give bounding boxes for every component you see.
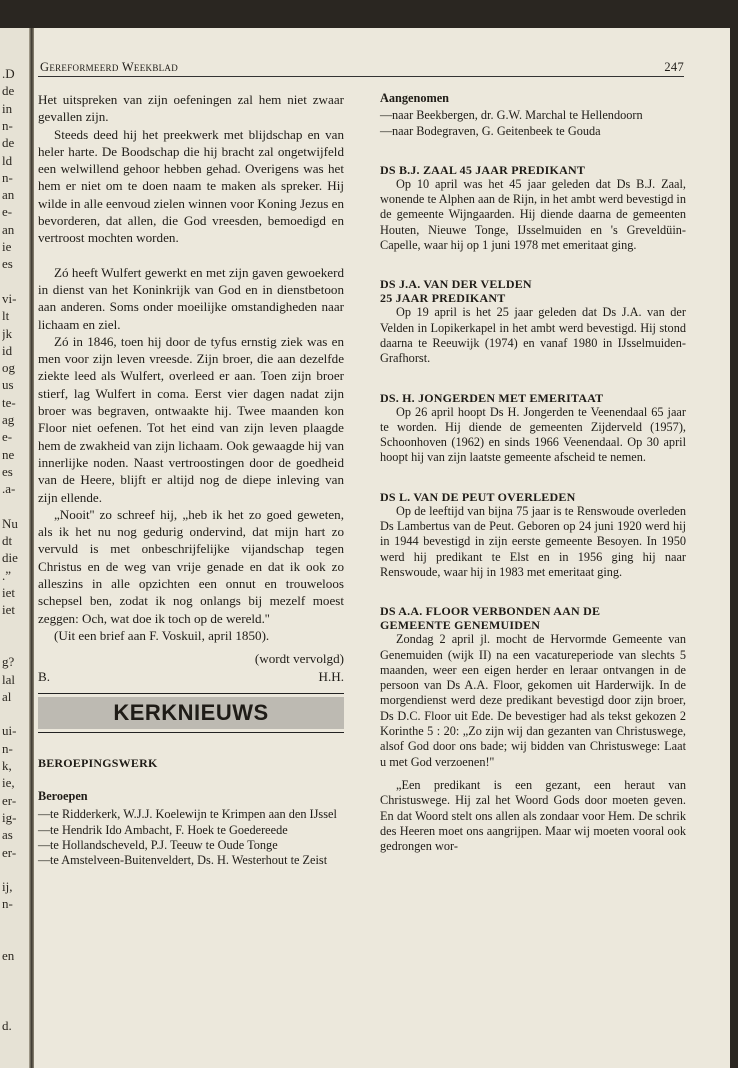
prev-page-fragment: iet [2,585,15,600]
prev-page-fragment: d. [2,1017,12,1033]
article-title: DS B.J. ZAAL 45 JAAR PREDIKANT [380,162,586,177]
prev-page-fragment: n- [2,117,13,133]
signature-left: B. [38,668,51,684]
section-banner [38,693,344,733]
right-column [380,91,686,854]
source-note: (Uit een brief aan F. Voskuil, april 1850). [54,627,270,643]
prev-page-fragment: Nu [2,515,18,531]
prev-page-fragment: ij, [2,879,13,895]
publication-title: Gereformeerd Weekblad [40,60,179,74]
prev-page-fragment: n- [2,896,13,912]
prev-page-fragment: an [2,187,15,203]
article-body: „Een predikant is een gezant, een heraut van Christuswege. Hij zal het Woord Gods door moeten geven. En dat Woord stelt ons allen als zondaar voor Hem. De schrik des Heeren moet ons aangrijpen. Maar wij moeten vooral ook gedrongen wor- [380,777,686,854]
prev-page-fragment: k, [2,758,12,773]
prev-page-fragment: e- [2,204,13,220]
article-body: Op 26 april hoopt Ds H. Jongerden te Veenendaal 65 jaar te worden. Hij diende de gemeenten Zijderveld (1957), Schoonhoven (1962) en sinds 1966 Veenendaal. Op 30 april hoopt hij van zijn laatste gemeente afscheid te nemen. [380,404,686,465]
signature-line [38,668,344,685]
quote-paragraph: „Nooit'' zo schreef hij, „heb ik het zo goed geweten, als ik het nu nog gedurig ondervind, dat mijn hart zo vervuld is met onbeschrijfelijke vijandschap tegen Christus en de weg van vrije genade en dat ik ook zo alleszins in alle opzichten een onnut en trouweloos schepsel ben, zodat ik nog onlangs bij mezelf moest zeggen: Och, wat doe ik toch op de wereld.'' [38,506,344,626]
prev-page-fragment: de [2,83,15,99]
subheading-beroepen: Beroepen [38,789,88,804]
prev-page-fragment: .a- [2,481,16,497]
article-title: DS J.A. VAN DER VELDEN [380,277,532,292]
list-item: —te Amstelveen-Buitenveldert, Ds. H. Westerhout te Zeist [38,853,328,868]
prev-page-fragment: in [2,100,13,116]
list-item: —te Ridderkerk, W.J.J. Koelewijn te Krimpen aan den IJssel [38,807,337,822]
prev-page-fragment: en [2,948,15,964]
prev-page-fragment: .D [2,66,15,81]
prev-page-fragment: dt [2,533,13,549]
article-body: Zondag 2 april jl. mocht de Hervormde Gemeente van Genemuiden (wijk II) na een vacatureperiode van slechts 5 maanden, weer een eigen herder en leraar ontvangen in de persoon van Ds A.A. Floor, gekomen uit Harderwijk. In de morgendienst werd deze predikant bevestigd door zijn broer, Ds D.C. Floor uit Ede. De bevestiger had als tekst gekozen 2 Korinthe 5 : 20: „Zo zijn wij dan gezanten van Christuswege, alsof God door ons bade; wij bidden van Christuswege: Laat u met God verzoenen!'' [380,632,686,769]
article-title: DS A.A. FLOOR VERBONDEN AAN DE [380,604,601,619]
prev-page-fragment: id [2,342,13,358]
prev-page-fragment: ie [2,239,12,254]
prev-page-fragment: e- [2,429,13,445]
article-body: Op 10 april was het 45 jaar geleden dat Ds B.J. Zaal, wonende te Alphen aan de Rijn, in het ambt werd bevestigd in de gemeente Wijngaarden. Hij diende daarna de gemeenten Houten, Nieuwe Tonge, IJsselmuiden en 's Greveldüin-Capelle, waar hij op 1 juni 1978 met emeritaat ging. [380,176,686,253]
list-item: —te Hendrik Ido Ambacht, F. Hoek te Goedereede [38,822,288,837]
article-title: GEMEENTE GENEMUIDEN [380,618,541,633]
paragraph: Zó heeft Wulfert gewerkt en met zijn gaven gewoekerd in dienst van het Koninkrijk van God en in dienstbetoon aan anderen. Soms onder moeilijke omstandigheden naar lichaam en ziel. [38,264,344,332]
article-body: Op de leeftijd van bijna 75 jaar is te Renswoude overleden Ds Lambertus van de Peut. Geboren op 24 juni 1920 werd hij in 1944 bevestigd in zijn eerste gemeente Besoyen. In 1950 werd hij predikant te Elst en in 1956 ging hij naar Renswoude, waar hij in 1983 met emeritaat ging. [380,503,686,579]
prev-page-fragment: an [2,221,15,237]
article-title: 25 JAAR PREDIKANT [380,291,506,306]
prev-page-fragment: er- [2,844,17,860]
paragraph: Zó in 1846, toen hij door de tyfus ernstig ziek was en men voor zijn leven vreesde. Zijn broer, die aan dezelfde ziekte leed als Wulfert, overleed er aan. Toen zijn broer stierf, lag Wulfert in coma. Eerst vier dagen nadat zijn broer was begraven, ontwaakte hij. Twee maanden kon Floor niet oefenen. Tot het eind van zijn leven plaagde hem de zwakheid van zijn lichaam. Ook gewaagde hij van innerlijke noden. Naast vertroostingen door de goedheid van de Heere, blijft er altijd nog de diepe inleving van zijn ellende. [38,333,344,505]
prev-page-fragment: es [2,463,13,479]
banner-title: KERKNIEUWS [38,697,344,729]
list-item: —te Hollandscheveld, P.J. Teeuw te Oude Tonge [38,837,278,852]
prev-page-fragment: ie, [2,775,15,791]
continued-note: (wordt vervolgd) [254,651,344,667]
prev-page-fragment: vi- [2,290,17,306]
prev-page-fragment: g? [2,654,15,670]
aangenomen-list [380,108,686,139]
prev-page-fragment: jk [2,325,13,341]
list-item: —naar Bodegraven, G. Geitenbeek te Gouda [380,123,601,138]
prev-page-fragment: iet [2,602,15,618]
paragraph: Het uitspreken van zijn oefeningen zal hem niet zwaar gevallen zijn. [38,92,344,125]
prev-page-fragment: ne [2,446,15,462]
prev-page-fragment: og [2,360,15,376]
prev-page-fragment: n- [2,169,13,185]
page-header [38,56,684,77]
prev-page-fragment: lt [2,308,10,324]
article-title: DS L. VAN DE PEUT OVERLEDEN [380,489,576,504]
prev-page-fragment: us [2,377,14,393]
prev-page-fragment: er- [2,792,17,808]
beroepen-list [38,807,344,868]
prev-page-fragment: te- [2,394,16,410]
prev-page-fragment: n- [2,740,13,756]
article-title: DS. H. JONGERDEN MET EMERITAAT [380,390,604,405]
section-heading: BEROEPINGSWERK [38,755,158,770]
left-column [38,91,344,869]
prev-page-fragment: lal [2,671,15,687]
prev-page-fragment: de [2,135,15,151]
prev-page-fragment: ui- [2,723,17,739]
article-body: Op 19 april is het 25 jaar geleden dat Ds J.A. van der Velden in Lopikerkapel in het ambt werd bevestigd. Hij stond daarna te Reeuwijk (1974) en vanaf 1980 in IJsselmuiden-Grafhorst. [380,305,686,366]
signature-right: H.H. [318,668,344,684]
page-number: 247 [664,60,684,74]
list-item: —naar Beekbergen, dr. G.W. Marchal te Hellendoorn [380,108,643,123]
prev-page-fragment: ld [2,152,13,168]
paragraph: Steeds deed hij het preekwerk met blijdschap en van heler harte. De Boodschap die hij bracht zal ongetwijfeld een welwillend gehoor hebben gehad. Overigens was het hem er niet om te doen naam te maken als spreker. Hij wilde in alle eenvoud zielen winnen voor Koning Jezus en bevorderen, dat allen, die God vreesden, bemoedigd en vertroost mochten worden. [38,126,344,246]
prev-page-fragment: es [2,256,13,272]
prev-page-fragment: al [2,688,12,704]
prev-page-fragment: die [2,550,18,566]
prev-page-fragment: ag [2,412,15,427]
subheading-aangenomen: Aangenomen [380,91,450,105]
prev-page-fragment: .” [2,567,12,583]
page-gutter [29,28,34,1068]
prev-page-fragment: ig- [2,809,17,825]
prev-page-fragment: as [2,827,13,843]
